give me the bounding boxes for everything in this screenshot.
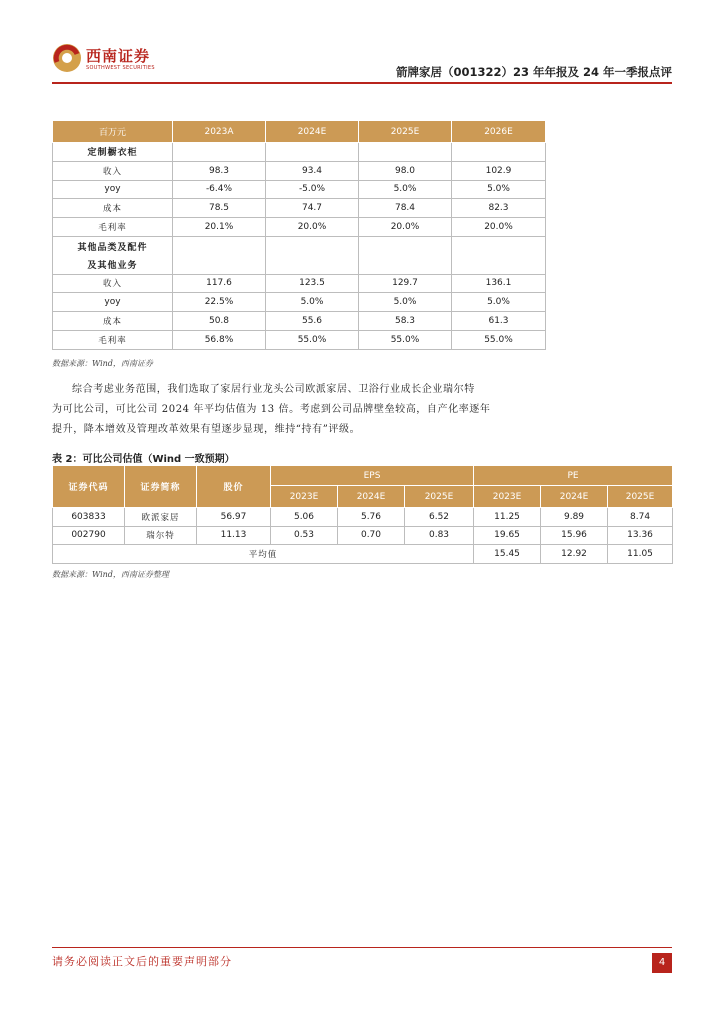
page-number: 4 (652, 953, 672, 973)
table-cell: 0.70 (338, 526, 405, 545)
table-cell: 8.74 (608, 508, 673, 527)
table-cell: 0.53 (271, 526, 338, 545)
row-label: 毛利率 (53, 218, 173, 237)
table-cell: 5.06 (271, 508, 338, 527)
table-row (53, 218, 546, 237)
table-row (53, 312, 546, 331)
peer-valuation-table (52, 465, 673, 564)
row-label: yoy (53, 180, 173, 199)
table-cell: 20.1% (173, 218, 266, 237)
segment-title-row (53, 236, 546, 255)
table-cell: 61.3 (452, 312, 546, 331)
table-cell: 98.0 (359, 161, 452, 180)
southwest-securities-logo-icon (52, 43, 82, 73)
stock-price: 56.97 (197, 508, 271, 527)
table-cell: 55.0% (452, 330, 546, 349)
logo-chinese-name: 西南证券 (86, 47, 151, 65)
header-cell-year: 2024E (541, 486, 608, 508)
stock-code: 603833 (53, 508, 125, 527)
header-cell-year: 2026E (452, 121, 546, 143)
table-cell: 20.0% (452, 218, 546, 237)
paragraph-line: 提升，降本增效及管理改革效果有望逐步显现，维持“持有”评级。 (52, 424, 361, 435)
table-cell: 22.5% (173, 293, 266, 312)
table2-source-note: 数据来源：Wind，西南证券整理 (52, 570, 169, 579)
table-row (53, 526, 673, 545)
header-cell-unit: 百万元 (53, 121, 173, 143)
table-cell: 55.6 (266, 312, 359, 331)
table-row (53, 508, 673, 527)
table-cell: 15.45 (474, 545, 541, 564)
header-cell-year: 2025E (608, 486, 673, 508)
header-cell-code: 证券代码 (53, 466, 125, 508)
table-cell: 78.5 (173, 199, 266, 218)
valuation-paragraph (52, 380, 547, 440)
table-cell: 5.0% (452, 293, 546, 312)
table-cell: 117.6 (173, 274, 266, 293)
table-cell: 78.4 (359, 199, 452, 218)
table-cell: -6.4% (173, 180, 266, 199)
table-cell: 19.65 (474, 526, 541, 545)
stock-name: 瑞尔特 (125, 526, 197, 545)
paragraph-line: 综合考虑业务范围，我们选取了家居行业龙头公司欧派家居、卫浴行业成长企业瑞尔特 (72, 384, 475, 395)
segment-forecast-table (52, 120, 546, 350)
header-cell-year: 2023E (271, 486, 338, 508)
row-label: 收入 (53, 161, 173, 180)
report-header-title: 箭牌家居（001322）23 年年报及 24 年一季报点评 (395, 65, 672, 79)
table-cell: 5.0% (359, 293, 452, 312)
stock-code: 002790 (53, 526, 125, 545)
table-cell: 11.25 (474, 508, 541, 527)
table1-source-note: 数据来源：Wind，西南证券 (52, 359, 153, 368)
row-label: 毛利率 (53, 330, 173, 349)
segment-title-continued: 及其他业务 (53, 255, 173, 274)
header-cell-price: 股价 (197, 466, 271, 508)
table-cell: 74.7 (266, 199, 359, 218)
header-divider (52, 82, 672, 84)
table-cell: 6.52 (405, 508, 474, 527)
stock-name: 欧派家居 (125, 508, 197, 527)
table-cell: 82.3 (452, 199, 546, 218)
header-cell-year: 2025E (359, 121, 452, 143)
header-cell-year: 2024E (338, 486, 405, 508)
table2-title: 表 2：可比公司估值（Wind 一致预期） (52, 454, 235, 465)
table-cell: 0.83 (405, 526, 474, 545)
header-cell-pe: PE (474, 466, 673, 486)
table-header-row (53, 466, 673, 486)
table-cell: 5.0% (452, 180, 546, 199)
table-cell: 5.0% (359, 180, 452, 199)
table-cell: 56.8% (173, 330, 266, 349)
header-cell-name: 证券简称 (125, 466, 197, 508)
row-label: 收入 (53, 274, 173, 293)
header-cell-year: 2023A (173, 121, 266, 143)
segment-title-row (53, 255, 546, 274)
header-cell-year: 2024E (266, 121, 359, 143)
stock-price: 11.13 (197, 526, 271, 545)
row-label: yoy (53, 293, 173, 312)
table-cell: 12.92 (541, 545, 608, 564)
table-cell: 136.1 (452, 274, 546, 293)
table-row (53, 180, 546, 199)
header-cell-eps: EPS (271, 466, 474, 486)
table-cell: 15.96 (541, 526, 608, 545)
paragraph-line: 为可比公司，可比公司 2024 年平均估值为 13 倍。考虑到公司品牌壁垒较高，自产化率逐年 (52, 404, 491, 415)
table-row (53, 161, 546, 180)
table-cell: -5.0% (266, 180, 359, 199)
table-cell: 102.9 (452, 161, 546, 180)
table-cell: 20.0% (359, 218, 452, 237)
table-cell: 129.7 (359, 274, 452, 293)
row-label: 成本 (53, 312, 173, 331)
segment-title: 其他品类及配件 (53, 236, 173, 255)
table-cell: 93.4 (266, 161, 359, 180)
footer-divider (52, 947, 672, 948)
table-cell: 20.0% (266, 218, 359, 237)
table-row (53, 199, 546, 218)
row-label: 成本 (53, 199, 173, 218)
table-cell: 11.05 (608, 545, 673, 564)
table-row (53, 274, 546, 293)
table-row (53, 293, 546, 312)
header-cell-year: 2023E (474, 486, 541, 508)
table-cell: 5.76 (338, 508, 405, 527)
segment-title: 定制橱衣柜 (53, 143, 173, 162)
company-logo (52, 43, 162, 79)
header-cell-year: 2025E (405, 486, 474, 508)
table-cell: 55.0% (359, 330, 452, 349)
table-cell: 98.3 (173, 161, 266, 180)
table-cell: 13.36 (608, 526, 673, 545)
segment-title-row (53, 143, 546, 162)
table-cell: 55.0% (266, 330, 359, 349)
table-cell: 5.0% (266, 293, 359, 312)
table-cell: 123.5 (266, 274, 359, 293)
average-row (53, 545, 673, 564)
table-cell: 9.89 (541, 508, 608, 527)
table-header-row (53, 121, 546, 143)
table-cell: 50.8 (173, 312, 266, 331)
table-row (53, 330, 546, 349)
average-label: 平均值 (53, 545, 474, 564)
footer-disclaimer: 请务必阅读正文后的重要声明部分 (52, 955, 232, 968)
logo-english-name: SOUTHWEST SECURITIES (86, 65, 155, 71)
table-cell: 58.3 (359, 312, 452, 331)
